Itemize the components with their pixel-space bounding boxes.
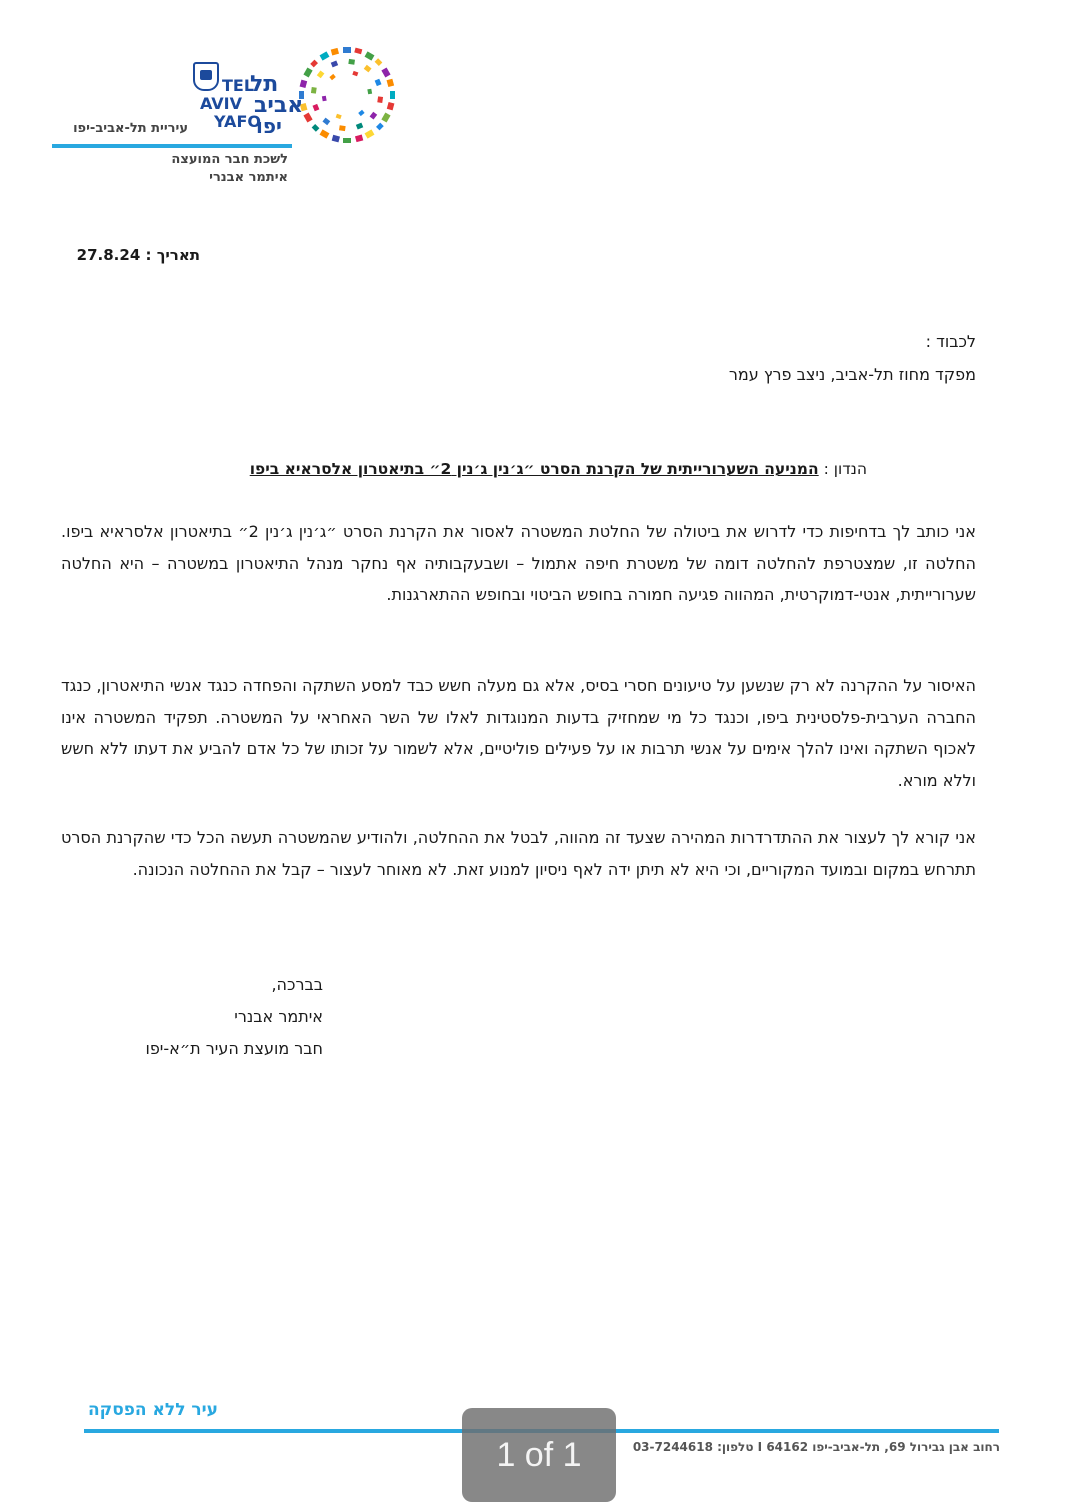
- body-paragraph-1: אני כותב לך בדחיפות כדי לדרוש את ביטולה של החלטת המשטרה לאסור את הקרנת הסרט ״ג׳נין ג׳נין 2״ בתיאטרון אלסראיא ביפו. החלטה זו, שמצטרפת להחלטה דומה של משטרת חיפה אתמול – ושבעקבותיה אף נחקר מנהל התיאטרון במשטרה – היא החלטה שערורייתית, אנטי-דמוקרטית, המהווה פגיעה חמורה בחופש הביטוי ובחופש ההתארגנות.: [61, 522, 976, 604]
- body-paragraph-3: אני קורא לך לעצור את ההתדרדרות המהירה שצעד זה מהווה, לבטל את ההחלטה, ולהודיע שהמשטרה תעשה הכל כדי שהקרנת הסרט תתרחש במקום ובמועד המקוריים, וכי היא לא תיתן ידה לאף ניסיון למנוע זאת. לא מאוחר לעצור – קבל את ההחלטה הנכונה.: [61, 828, 976, 879]
- office-line-1: לשכת חבר המועצה: [171, 152, 288, 167]
- logo-text-aviv-he: אביב: [254, 93, 304, 118]
- body-paragraph-2: האיסור על ההקרנה לא רק שנשען על טיעונים חסרי בסיס, אלא גם מעלה חשש כבד למסע השתקה והפחדה כנגד אנשי התיאטרון, כנגד החברה הערבית-פלסטינית ביפו, וכנגד כל מי שמחזיק בדעות המנוגדות לאלו של השר האחראי על המשטרה. תפקיד המשטרה אינו לאכוף השתקה ואינו להלך אימים על אנשי תרבות או על פעילים פוליטיים, אלא לשמור על זכותו של כל אדם להביע את דעתו ללא חשש וללא מורא.: [61, 676, 976, 790]
- logo-text-aviv: AVIV: [200, 94, 243, 113]
- subject-label: הנדון :: [823, 460, 867, 478]
- logo-text-yafo: YAFO: [214, 112, 261, 131]
- footer-slogan: עיר ללא הפסקה: [88, 1400, 218, 1420]
- municipality-name: עיריית תל-אביב-יפו: [73, 121, 188, 136]
- logo-text-tel: TEL: [222, 76, 255, 95]
- subject-line: [250, 460, 867, 478]
- city-crest-icon: [193, 62, 219, 91]
- logo-text-yafo-he: יפו: [256, 114, 282, 138]
- logo-text-tel-he: תל: [250, 72, 279, 97]
- date-label: תאריך :: [145, 246, 200, 264]
- closing: בברכה,: [271, 975, 323, 994]
- footer-address: רחוב אבן גבירול 69, תל-אביב-יפו 64162 I טלפון: 03-7244618: [632, 1440, 1000, 1454]
- office-line-2: איתמר אבנרי: [209, 170, 288, 185]
- subject-text: המניעה השערורייתית של הקרנת הסרט ״ג׳נין ג׳נין 2״ בתיאטרון אלסראיא ביפו: [249, 460, 819, 478]
- recipient-name: מפקד מחוז תל-אביב, ניצב פרץ עמר: [728, 365, 976, 384]
- page-indicator: 1 of 1: [462, 1408, 616, 1502]
- signer-name: איתמר אבנרי: [234, 1007, 323, 1026]
- to-label: לכבוד :: [925, 332, 976, 351]
- date-value: 27.8.24: [76, 246, 141, 264]
- signer-title: חבר מועצת העיר ת״א-יפו: [145, 1039, 323, 1058]
- date-row: [60, 246, 200, 264]
- header-divider: [52, 144, 292, 148]
